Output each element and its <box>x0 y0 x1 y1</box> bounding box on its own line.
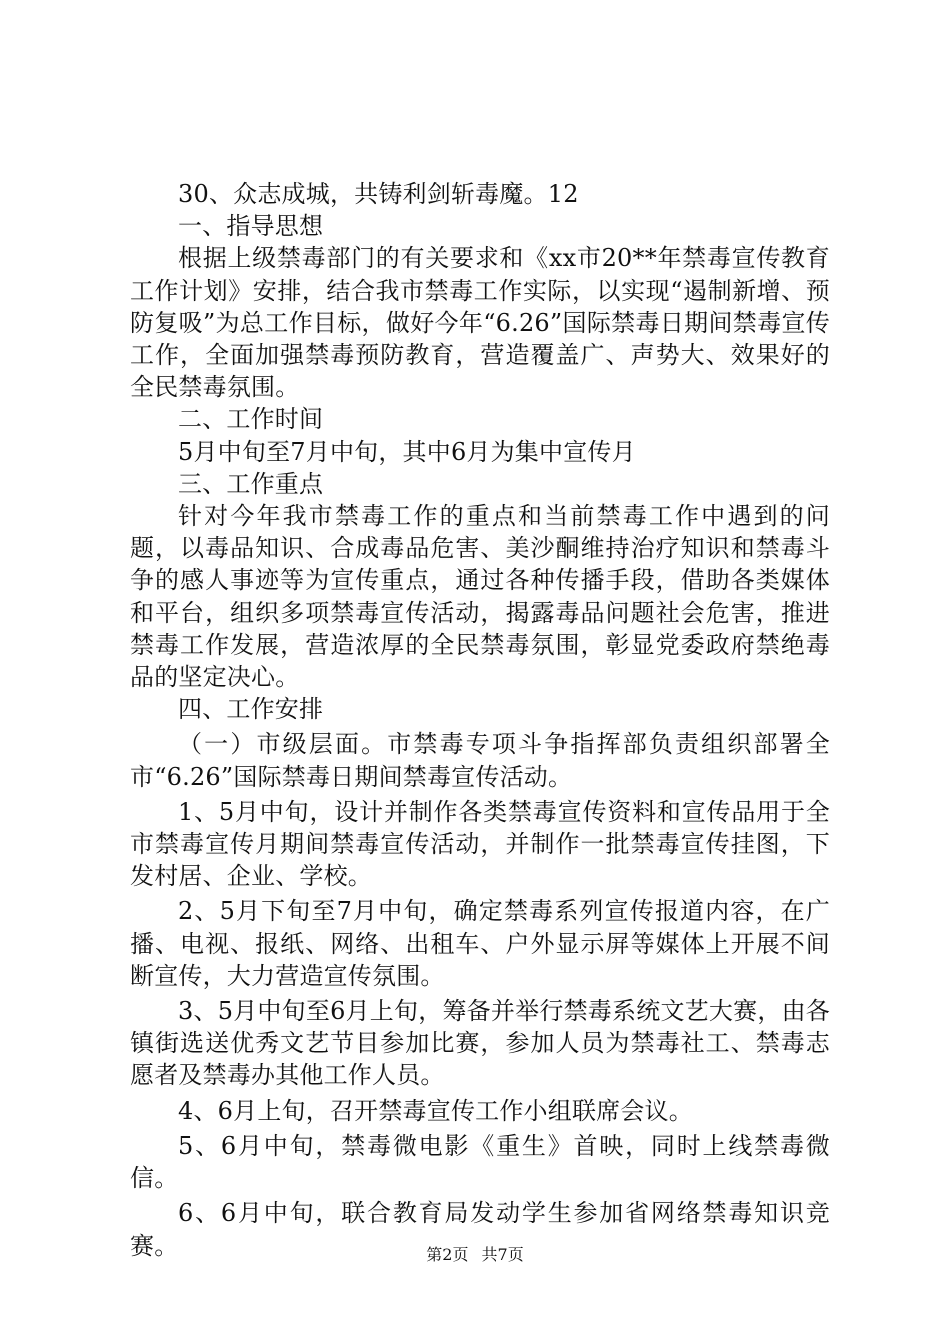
list-item-4: 4、6月上旬，召开禁毒宣传工作小组联席会议。 <box>178 1096 693 1125</box>
paragraph-slogan-30: 30、众志成城，共铸利剑斩毒魔。12 <box>178 180 579 208</box>
heading-work-arrangement: 四、工作安排 <box>178 695 324 724</box>
list-item-3: 3、5月中旬至6月上旬，筹备并举行禁毒系统文艺大赛，由各镇街选送优秀文艺节目参加比赛，参加人员为禁毒社工、禁毒志愿者及禁毒办其他工作人员。 <box>130 997 830 1090</box>
document-body <box>130 178 830 1262</box>
list-item-6: 6、6月中旬，联合教育局发动学生参加省网络禁毒知识竞赛。 <box>130 1199 830 1260</box>
page-footer <box>0 1245 950 1265</box>
list-item-2: 2、5月下旬至7月中旬，确定禁毒系列宣传报道内容，在广播、电视、报纸、网络、出租车、户外显示屏等媒体上开展不间断宣传，大力营造宣传氛围。 <box>130 897 830 990</box>
paragraph-work-focus: 针对今年我市禁毒工作的重点和当前禁毒工作中遇到的问题，以毒品知识、合成毒品危害、美沙酮维持治疗知识和禁毒斗争的感人事迹等为宣传重点，通过各种传播手段，借助各类媒体和平台，组织多项禁毒宣传活动，揭露毒品问题社会危害，推进禁毒工作发展，营造浓厚的全民禁毒氛围，彰显党委政府禁绝毒品的坚定决心。 <box>130 502 830 692</box>
heading-work-focus: 三、工作重点 <box>178 469 324 498</box>
list-item-5: 5、6月中旬，禁毒微电影《重生》首映，同时上线禁毒微信。 <box>130 1131 830 1193</box>
paragraph-work-time: 5月中旬至7月中旬，其中6月为集中宣传月 <box>178 437 636 466</box>
heading-work-time: 二、工作时间 <box>178 405 324 434</box>
paragraph-city-level: （一）市级层面。市禁毒专项斗争指挥部负责组织部署全市“6.26”国际禁毒日期间禁毒宣传活动。 <box>130 730 830 791</box>
list-item-1: 1、5月中旬，设计并制作各类禁毒宣传资料和宣传品用于全市禁毒宣传月期间禁毒宣传活动，并制作一批禁毒宣传挂图，下发村居、企业、学校。 <box>130 797 830 891</box>
page-number-total: 共7页 <box>481 1245 524 1264</box>
page-number-current: 第2页 <box>426 1245 469 1264</box>
paragraph-guiding-ideology: 根据上级禁毒部门的有关要求和《xx市20**年禁毒宣传教育工作计划》安排，结合我市禁毒工作实际，以实现“遏制新增、预防复吸”为总工作目标，做好今年“6.26”国际禁毒日期间禁毒宣传工作，全面加强禁毒预防教育，营造覆盖广、声势大、效果好的全民禁毒氛围。 <box>130 244 830 402</box>
heading-guiding-ideology: 一、指导思想 <box>178 212 324 241</box>
